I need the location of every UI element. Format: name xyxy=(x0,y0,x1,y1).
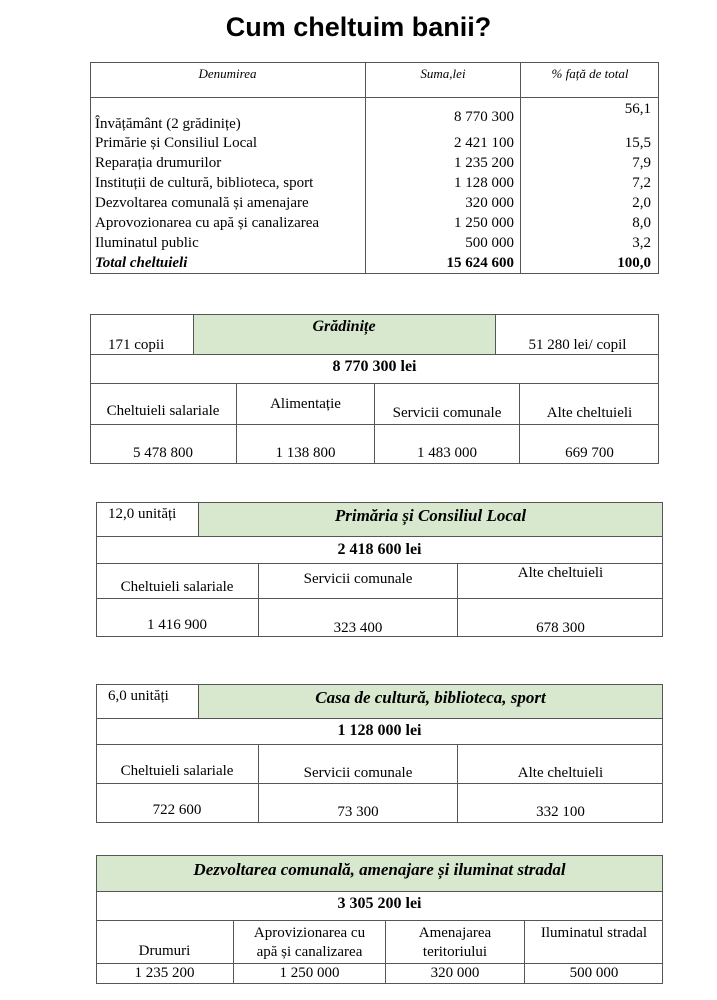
gradinite-label: Alte cheltuieli xyxy=(546,405,633,421)
dezvoltare-label: Iluminatul stradal xyxy=(540,925,648,941)
dezvoltare-label: Aprovizionarea cu xyxy=(253,925,366,941)
dezvoltare-value: 1 250 000 xyxy=(279,965,340,981)
table-row-sum: 1 128 000 xyxy=(454,175,514,191)
cultura-value: 722 600 xyxy=(152,802,202,818)
cultura-value: 332 100 xyxy=(536,804,585,820)
table-row-percent: 56,1 xyxy=(624,101,651,117)
cultura-total: 1 128 000 lei xyxy=(337,722,422,739)
table-row-sum: 8 770 300 xyxy=(454,109,514,125)
primaria-value: 323 400 xyxy=(333,620,383,636)
header-procent: % față de total xyxy=(551,66,629,81)
cultura-title: Casa de cultură, biblioteca, sport xyxy=(315,688,546,707)
gradinite-total: 8 770 300 lei xyxy=(332,358,417,375)
table-row-percent: 7,2 xyxy=(632,175,651,191)
primaria-value: 1 416 900 xyxy=(147,617,207,633)
primaria-total: 2 418 600 lei xyxy=(337,541,422,558)
table-row-sum: 500 000 xyxy=(465,235,514,251)
dezvoltare-total: 3 305 200 lei xyxy=(337,895,422,912)
primaria-label: Alte cheltuieli xyxy=(517,565,604,581)
page-title: Cum cheltuim banii? xyxy=(225,12,492,42)
dezvoltare-title: Dezvoltarea comunală, amenajare și iluminat stradal xyxy=(193,860,566,879)
gradinite-label: Cheltuieli salariale xyxy=(106,403,220,419)
table-row-label: Aprovozionarea cu apă și canalizarea xyxy=(95,215,320,231)
table-row-sum: 1 235 200 xyxy=(454,155,514,171)
total-sum: 15 624 600 xyxy=(446,255,514,271)
header-suma: Suma,lei xyxy=(420,66,466,81)
gradinite-value: 1 483 000 xyxy=(417,445,477,461)
header-denumirea: Denumirea xyxy=(198,66,257,81)
table-row-label: Învățământ (2 grădinițe) xyxy=(95,116,241,132)
dezvoltare-value: 1 235 200 xyxy=(134,965,195,981)
table-row-label: Primărie și Consiliul Local xyxy=(95,135,258,151)
table-row-sum: 320 000 xyxy=(465,195,514,211)
primaria-label: Servicii comunale xyxy=(303,571,413,587)
dezvoltare-value: 320 000 xyxy=(430,965,480,981)
cultura-units: 6,0 unități xyxy=(108,688,169,704)
table-row-sum: 1 250 000 xyxy=(454,215,514,231)
dezvoltare-label: teritoriului xyxy=(422,944,488,960)
dezvoltare-value: 500 000 xyxy=(569,965,619,981)
table-row-label: Reparația drumurilor xyxy=(95,155,222,171)
table-row-percent: 3,2 xyxy=(632,235,651,251)
table-row-percent: 7,9 xyxy=(632,155,651,171)
gradinite-value: 5 478 800 xyxy=(133,445,193,461)
gradinite-per-child: 51 280 lei/ copil xyxy=(528,337,627,353)
table-row-percent: 2,0 xyxy=(632,195,651,211)
cultura-label: Alte cheltuieli xyxy=(517,765,604,781)
cultura-label: Servicii comunale xyxy=(303,765,413,781)
total-label: Total cheltuieli xyxy=(95,255,188,271)
gradinite-value: 1 138 800 xyxy=(275,445,336,461)
cultura-value: 73 300 xyxy=(337,804,379,820)
table-row-label: Iluminatul public xyxy=(95,235,199,251)
gradinite-label: Servicii comunale xyxy=(392,405,502,421)
gradinite-children: 171 copii xyxy=(108,337,165,353)
table-row-sum: 2 421 100 xyxy=(454,135,514,151)
primaria-title: Primăria și Consiliul Local xyxy=(334,506,527,525)
dezvoltare-label: Amenajarea xyxy=(418,925,492,941)
dezvoltare-label: Drumuri xyxy=(138,943,191,959)
primaria-units: 12,0 unități xyxy=(108,506,177,522)
table-row-label: Instituții de cultură, biblioteca, sport xyxy=(95,175,314,191)
gradinite-value: 669 700 xyxy=(565,445,614,461)
gradinite-title: Grădinițe xyxy=(312,318,376,335)
dezvoltare-label: apă și canalizarea xyxy=(256,944,363,960)
primaria-value: 678 300 xyxy=(536,620,585,636)
cultura-label: Cheltuieli salariale xyxy=(120,763,234,779)
table-row-percent: 15,5 xyxy=(624,135,651,151)
primaria-label: Cheltuieli salariale xyxy=(120,579,234,595)
gradinite-label: Alimentație xyxy=(270,396,341,412)
table-row-percent: 8,0 xyxy=(632,215,651,231)
total-percent: 100,0 xyxy=(617,255,651,271)
table-row-label: Dezvoltarea comunală și amenajare xyxy=(95,195,309,211)
